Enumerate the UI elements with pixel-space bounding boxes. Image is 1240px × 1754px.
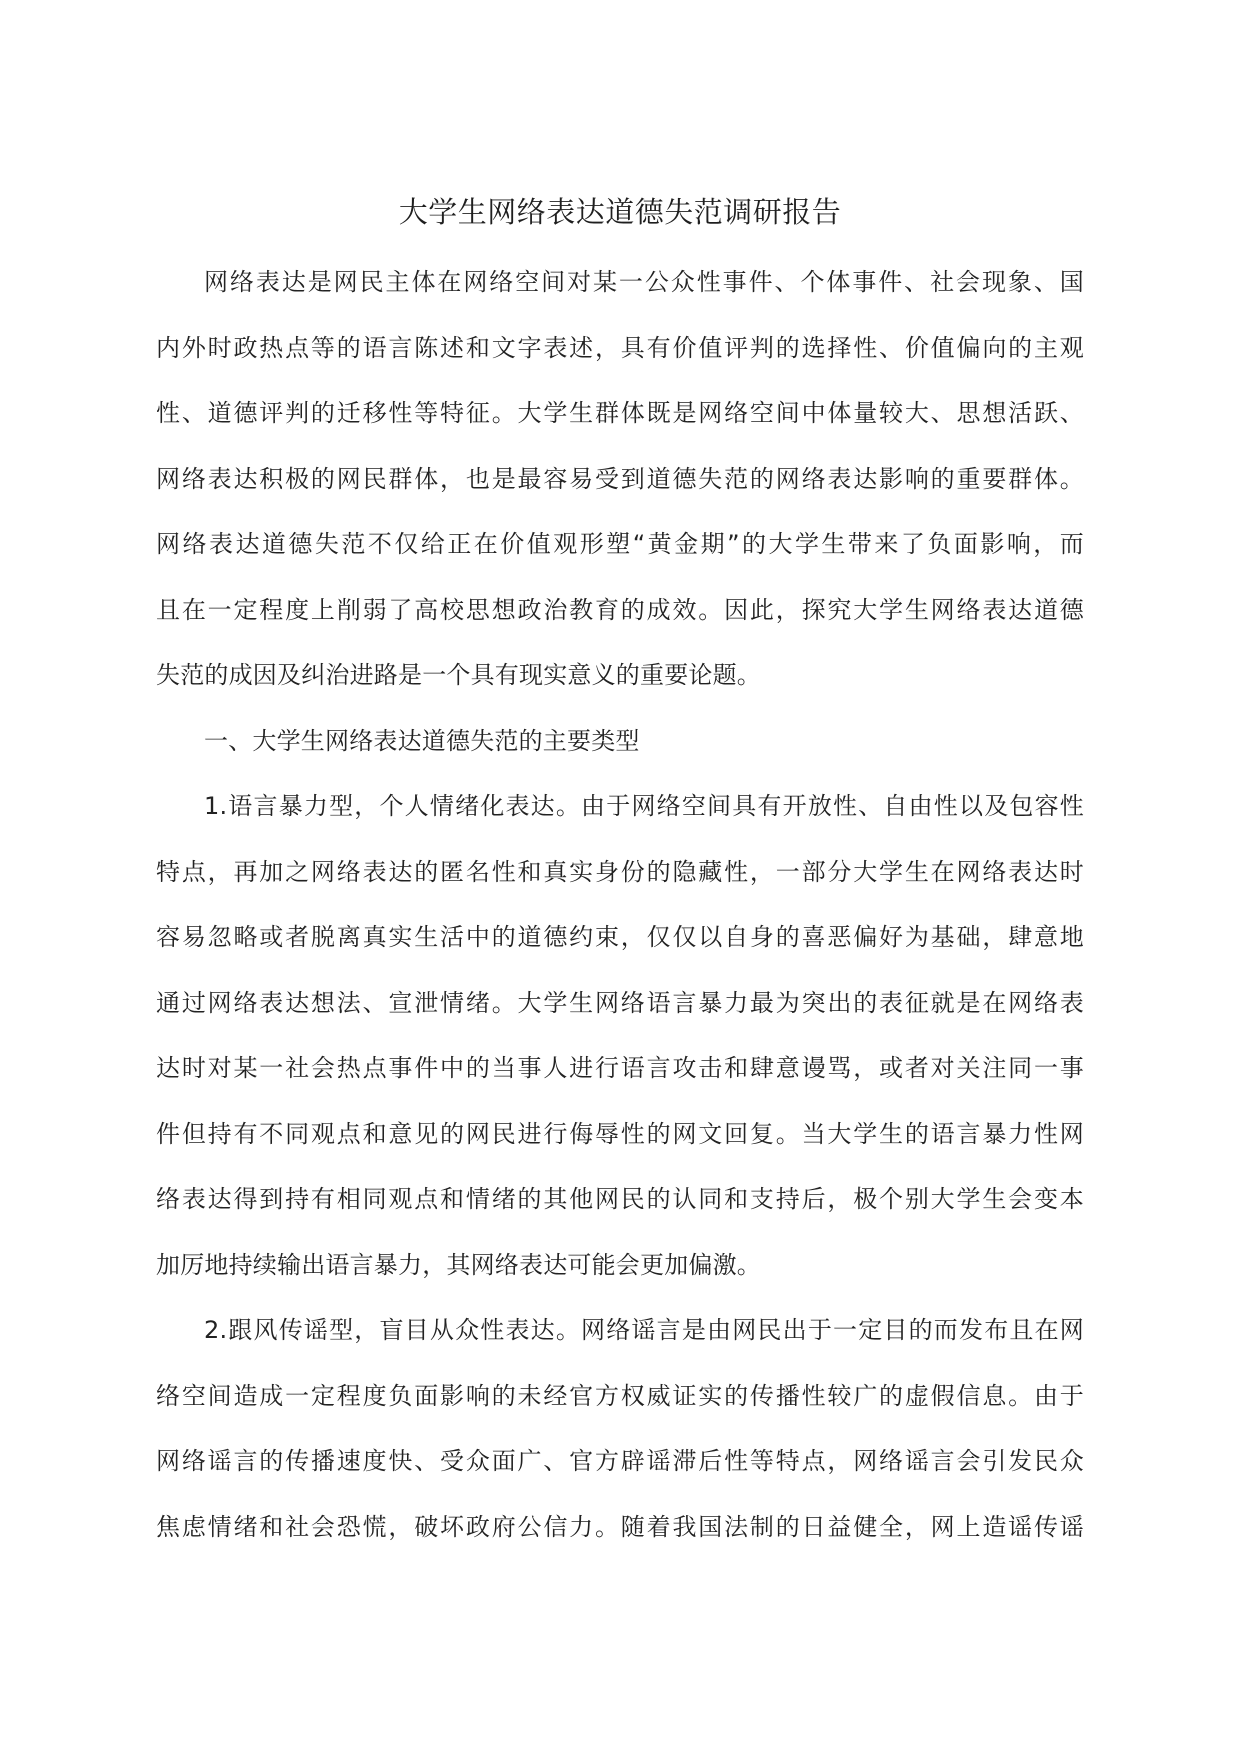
- paragraph-line: 加厉地持续输出语言暴力，其网络表达可能会更加偏激。: [156, 1250, 761, 1279]
- paragraph-line: 络表达得到持有相同观点和情绪的其他网民的认同和支持后，极个别大学生会变本: [156, 1185, 1084, 1213]
- paragraph-line: 达时对某一社会热点事件中的当事人进行语言攻击和肆意谩骂，或者对关注同一事: [156, 1054, 1084, 1082]
- paragraph-line: 性、道德评判的迁移性等特征。大学生群体既是网络空间中体量较大、思想活跃、: [156, 399, 1084, 427]
- paragraph-line: 网络表达积极的网民群体，也是最容易受到道德失范的网络表达影响的重要群体。: [156, 464, 1084, 493]
- paragraph-line: 网络表达是网民主体在网络空间对某一公众性事件、个体事件、社会现象、国: [204, 268, 1084, 296]
- document-title: 大学生网络表达道德失范调研报告: [398, 195, 842, 229]
- paragraph-line: 网络谣言的传播速度快、受众面广、官方辟谣滞后性等特点，网络谣言会引发民众: [156, 1447, 1084, 1475]
- paragraph-line: 特点，再加之网络表达的匿名性和真实身份的隐藏性，一部分大学生在网络表达时: [156, 857, 1084, 886]
- paragraph-line: 2.跟风传谣型，盲目从众性表达。网络谣言是由网民出于一定目的而发布且在网: [204, 1316, 1084, 1344]
- paragraph-line: 1.语言暴力型，个人情绪化表达。由于网络空间具有开放性、自由性以及包容性: [204, 792, 1084, 820]
- paragraph-line: 容易忽略或者脱离真实生活中的道德约束，仅仅以自身的喜恶偏好为基础，肆意地: [156, 923, 1084, 951]
- paragraph-line: 失范的成因及纠治进路是一个具有现实意义的重要论题。: [156, 661, 761, 689]
- paragraph-line: 且在一定程度上削弱了高校思想政治教育的成效。因此，探究大学生网络表达道德: [156, 595, 1084, 624]
- paragraph-line: 焦虑情绪和社会恐慌，破坏政府公信力。随着我国法制的日益健全，网上造谣传谣: [156, 1512, 1084, 1541]
- paragraph-line: 络空间造成一定程度负面影响的未经官方权威证实的传播性较广的虚假信息。由于: [156, 1381, 1084, 1410]
- document-body: [156, 250, 1084, 1560]
- paragraph-line: 件但持有不同观点和意见的网民进行侮辱性的网文回复。当大学生的语言暴力性网: [156, 1119, 1084, 1148]
- paragraph-line: 通过网络表达想法、宣泄情绪。大学生网络语言暴力最为突出的表征就是在网络表: [156, 988, 1084, 1017]
- paragraph-line: 网络表达道德失范不仅给正在价值观形塑“黄金期”的大学生带来了负面影响，而: [156, 530, 1084, 558]
- paragraph-line: 内外时政热点等的语言陈述和文字表述，具有价值评判的选择性、价值偏向的主观: [156, 333, 1084, 362]
- section-heading: 一、大学生网络表达道德失范的主要类型: [204, 726, 640, 755]
